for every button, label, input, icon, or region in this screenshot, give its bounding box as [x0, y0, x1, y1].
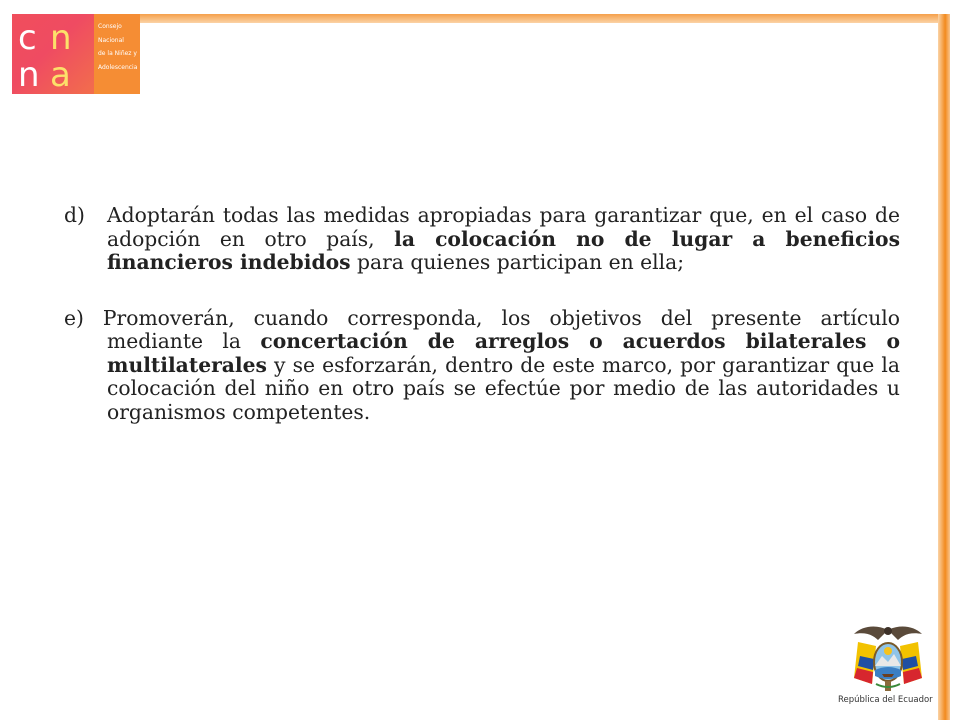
logo-letter-a: a	[50, 55, 71, 94]
paragraph-e-text-2: y se esforzarán, dentro de este marco, por garantizar que la colocación del niño en otro país se efectúe por medio de las autoridades u organismos competentes.	[107, 352, 900, 424]
cnna-letters	[12, 14, 94, 94]
republica-del-ecuador-label: República del Ecuador	[838, 695, 933, 705]
cnna-logo-side	[94, 14, 140, 94]
logo-caption-line: Consejo	[98, 23, 122, 30]
logo-letter-n1: n	[50, 18, 72, 58]
paragraph-d-bold: la colocación no de lugar a beneficios financieros indebidos	[107, 226, 900, 274]
paragraph-e-marker: e)	[64, 305, 84, 330]
cnna-logo-caption	[98, 20, 142, 74]
paragraph-d	[64, 203, 900, 275]
paragraph-d-text-2: para quienes participan en ella;	[350, 250, 685, 274]
frame-right-border	[938, 14, 950, 720]
paragraph-d-text-1: Adoptarán todas las medidas apropiadas para garantizar que, en el caso de adopción en otro país,	[107, 203, 900, 251]
paragraph-e-text-1: Promoverán, cuando corresponda, los objetivos del presente artículo mediante la	[83, 305, 900, 353]
document-body	[64, 204, 900, 424]
frame-top-border	[118, 14, 950, 23]
cnna-logo-block	[12, 14, 94, 94]
logo-letter-c: c	[18, 18, 37, 58]
paragraph-d-marker: d)	[64, 203, 85, 227]
logo-caption-line: Adolescencia	[98, 63, 138, 71]
coat-of-arms-icon	[838, 622, 938, 694]
cnna-logo	[12, 14, 140, 94]
paragraph-e	[64, 305, 900, 425]
paragraph-e-bold: concertación de arreglos o acuerdos bilaterales o multilaterales	[107, 329, 900, 377]
ecuador-coat-of-arms	[838, 622, 938, 714]
logo-caption-line: de la Niñez y	[98, 50, 137, 57]
logo-caption-line: Nacional	[98, 36, 124, 44]
logo-letter-n2: n	[18, 55, 40, 94]
